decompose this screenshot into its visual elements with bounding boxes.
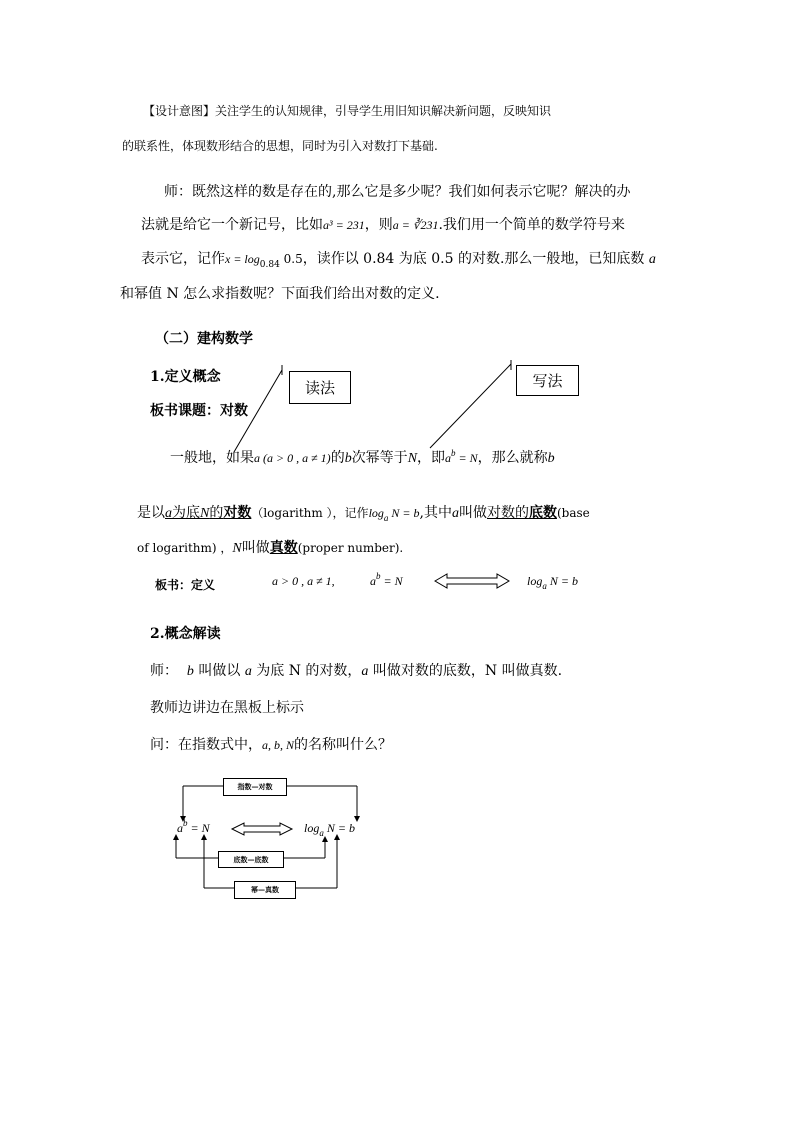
design-intent-line1: 【设计意图】关注学生的认知规律，引导学生用旧知识解决新问题，反映知识 xyxy=(143,104,552,118)
definition-line1: 一般地，如果a (a > 0 , a ≠ 1)的b次幂等于N，即$a^b = N$，那么就称b xyxy=(170,448,555,466)
board-definition-log: $\log_a N = b$ xyxy=(527,574,578,591)
definition-line3: of logarithm) ，N叫做真数(proper number). xyxy=(137,540,404,556)
para2-line2: 法就是给它一个新记号，比如a³ = 231，则a = ∛231.我们用一个简单的数学符号来 xyxy=(141,217,625,233)
diagram-log-expr: $\log_a N = b$ xyxy=(304,821,355,838)
definition-title: 1.定义概念 xyxy=(150,369,221,385)
definition-line2: 是以a为底N的对数（logarithm ），记作$\log_a N = b$,其中a叫做对数的底数(base xyxy=(137,505,590,523)
diagram-box-power-antilog: 幂—真数 xyxy=(234,881,296,899)
callout-read-box: 读法 xyxy=(289,371,351,404)
board-definition-label: 板书：定义 xyxy=(155,578,216,592)
design-intent-line2: 的联系性，体现数形结合的思想，同时为引入对数打下基础. xyxy=(122,139,438,153)
teacher-explanation: 师： b 叫做以 a 为底 N 的对数，a 叫做对数的底数，N 叫做真数. xyxy=(150,663,563,679)
board-definition-exponential: $a^b = N$ xyxy=(370,571,403,588)
section-heading: （二）建构数学 xyxy=(155,331,253,347)
board-title: 板书课题：对数 xyxy=(150,403,248,419)
diagram-box-exponent-log: 指数—对数 xyxy=(223,778,287,796)
para2-line4: 和幂值 N 怎么求指数呢？下面我们给出对数的定义. xyxy=(120,286,440,302)
board-definition-condition: a > 0 , a ≠ 1, xyxy=(272,574,335,588)
para2-line1: 师：既然这样的数是存在的,那么它是多少呢？我们如何表示它呢？解决的办 xyxy=(164,184,631,200)
diagram-exponential-expr: $a^b = N$ xyxy=(177,818,210,835)
para2-line3: 表示它，记作$x = \log_{0.84} 0.5$，读作以 0.84 为底 0.5 的对数.那么一般地，已知底数 a xyxy=(141,251,656,270)
question-line: 问：在指数式中，a, b, N的名称叫什么？ xyxy=(150,737,393,753)
callout-write-box: 写法 xyxy=(516,365,579,396)
diagram-box-base-base: 底数—底数 xyxy=(218,851,284,868)
concept-reading-title: 2.概念解读 xyxy=(150,626,221,642)
teacher-note: 教师边讲边在黑板上标示 xyxy=(150,700,304,716)
